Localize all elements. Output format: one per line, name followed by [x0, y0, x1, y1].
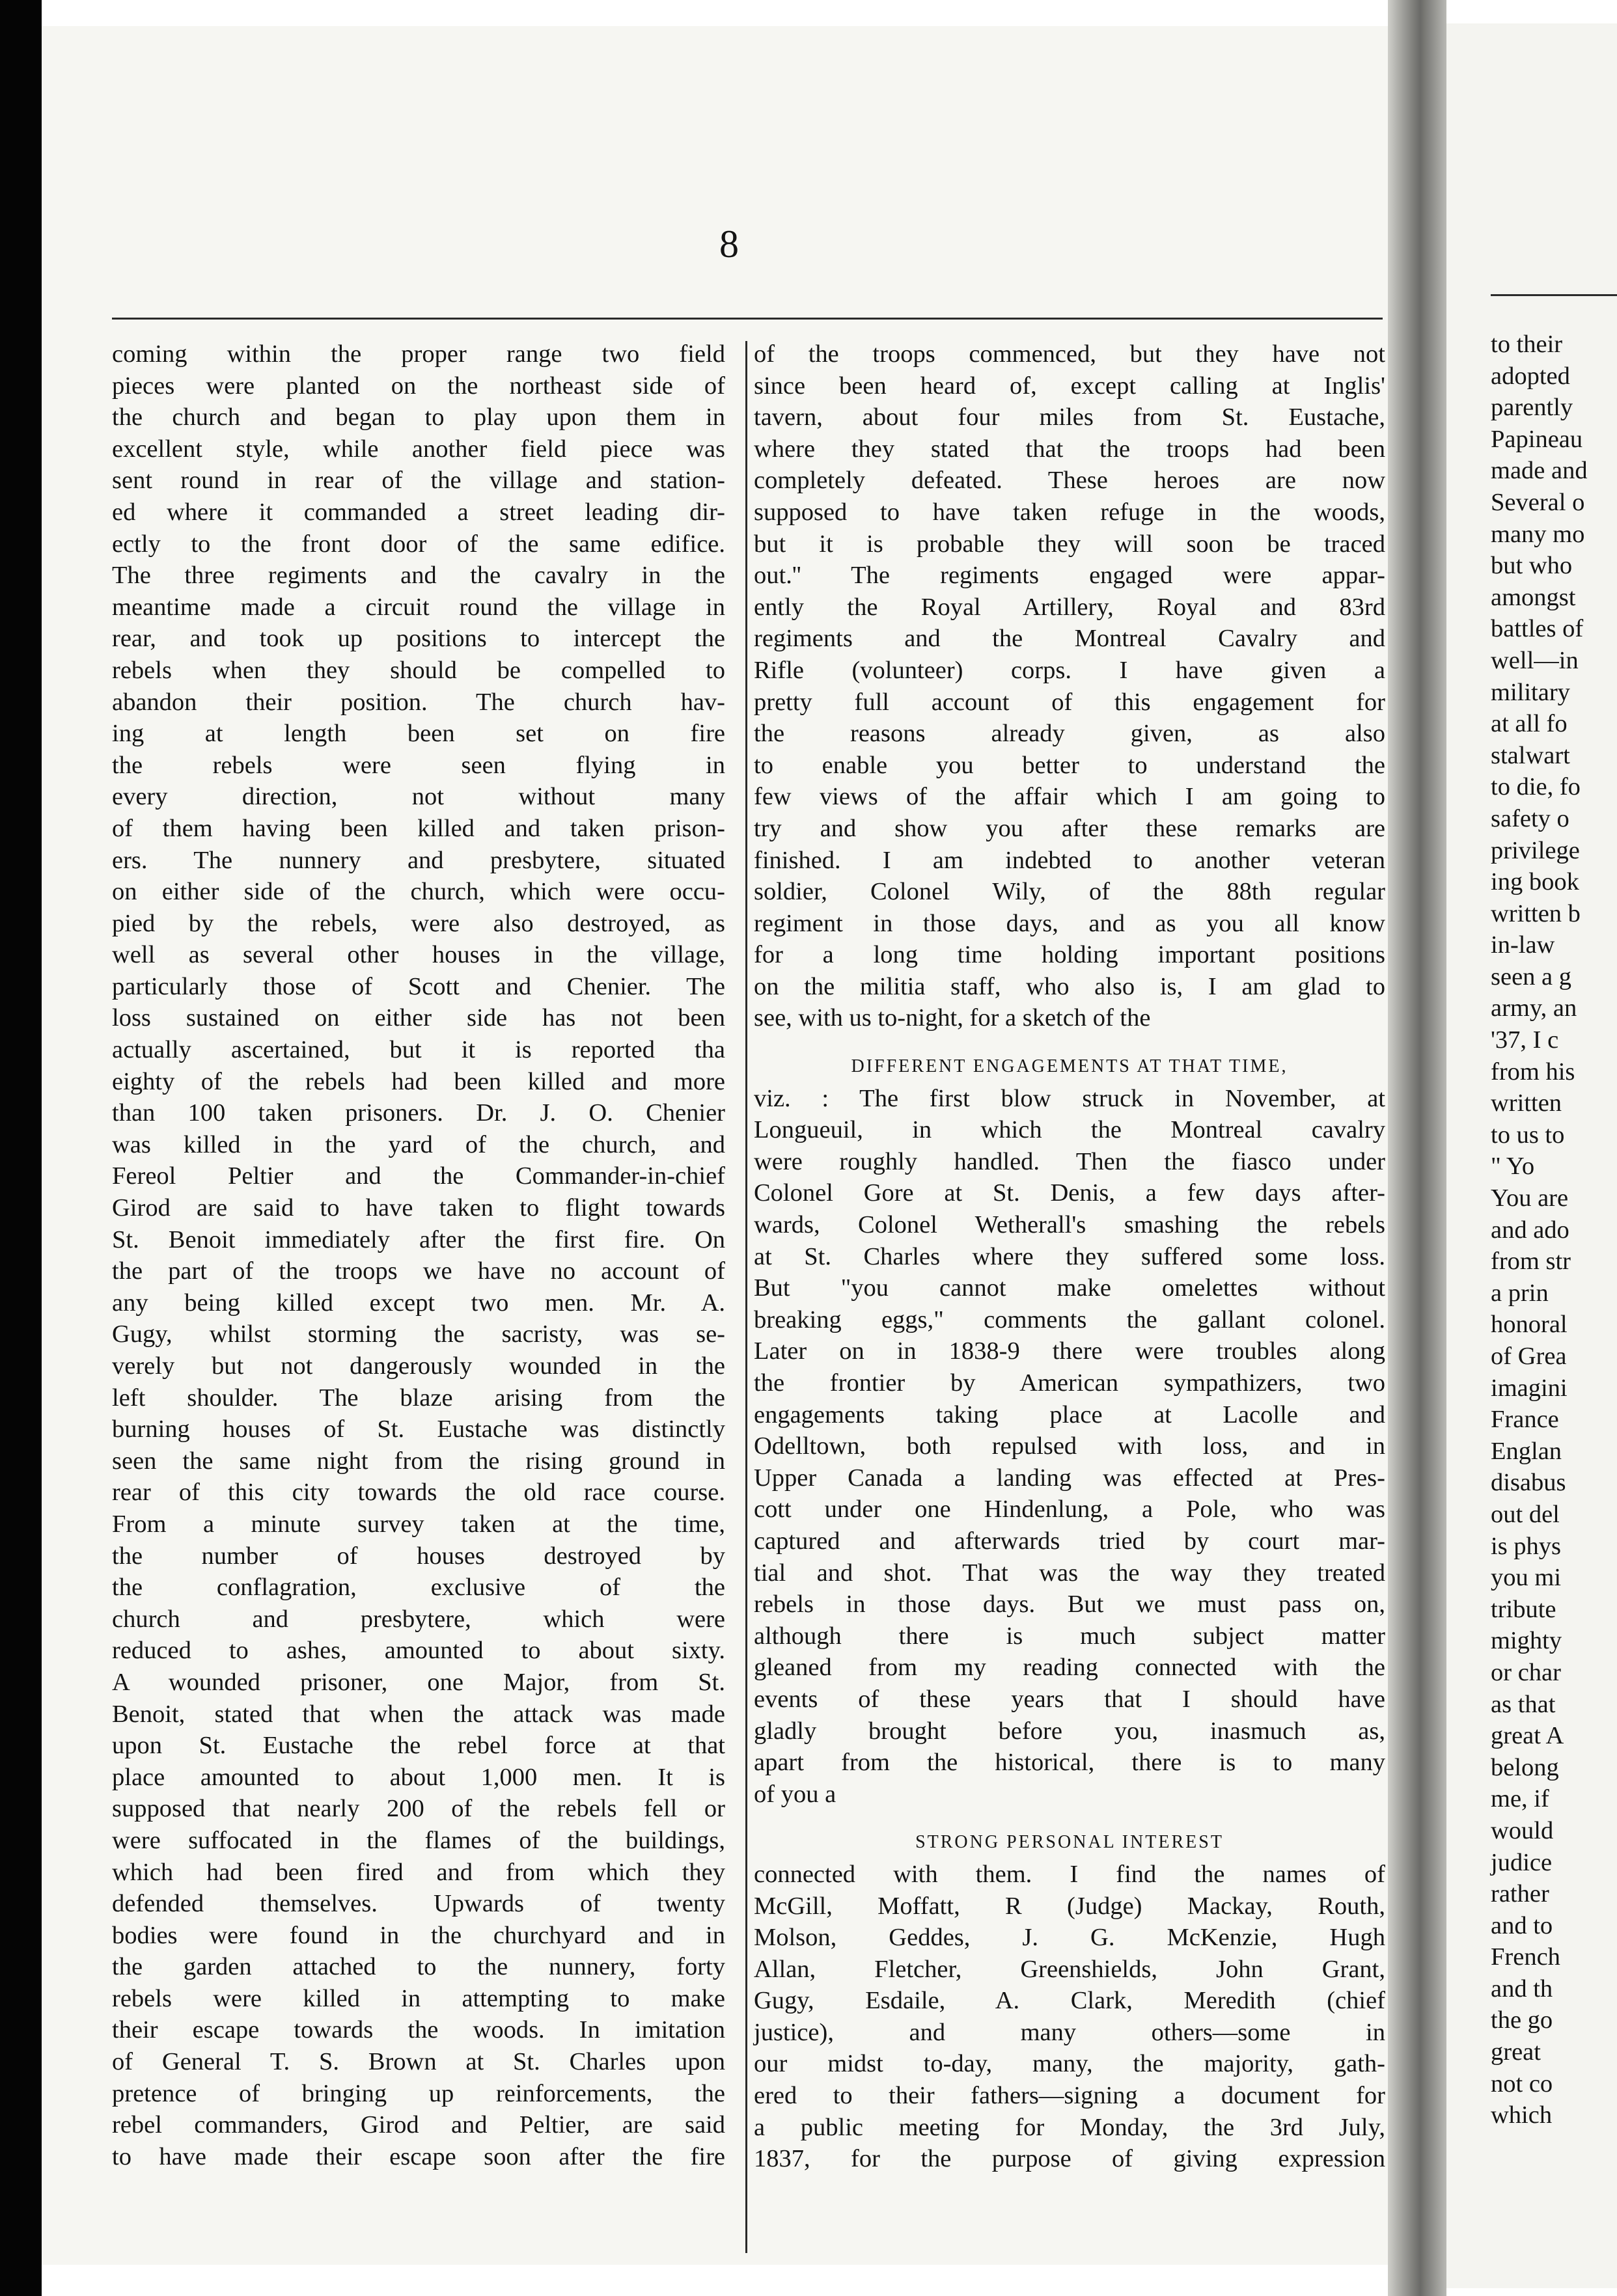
text-line: the conflagration, exclusive of the [112, 1574, 725, 1602]
text-line: justice), and many others—some in [754, 2018, 1385, 2046]
text-line: to have made their escape soon after the fire [112, 2142, 725, 2170]
text-line: the number of houses destroyed by [112, 1542, 725, 1570]
text-line: loss sustained on either side has not been [112, 1004, 725, 1032]
section-heading: STRONG PERSONAL INTEREST [915, 1832, 1224, 1853]
text-line: soldier, Colonel Wily, of the 88th regular [754, 878, 1385, 906]
text-line: regiments and the Montreal Cavalry and [754, 625, 1385, 653]
text-line: were suffocated in the flames of the buildings, [112, 1826, 725, 1854]
text-line: out del [1491, 1500, 1560, 1528]
text-line: Benoit, stated that when the attack was made [112, 1700, 725, 1728]
text-line: Upper Canada a landing was effected at Pres- [754, 1464, 1385, 1492]
text-line: Girod are said to have taken to flight towards [112, 1194, 725, 1222]
text-line: " Yo [1491, 1153, 1535, 1181]
text-line: and th [1491, 1975, 1553, 2002]
text-line: in-law [1491, 931, 1555, 959]
text-line: Rifle (volunteer) corps. I have given a [754, 656, 1385, 684]
text-line: mighty [1491, 1627, 1562, 1655]
text-line: was killed in the yard of the church, and [112, 1130, 725, 1158]
text-line: and ado [1491, 1216, 1569, 1244]
text-line: of the troops commenced, but they have not [754, 340, 1385, 368]
text-line: seen the same night from the rising ground in [112, 1447, 725, 1475]
text-line: and to [1491, 1911, 1553, 1939]
text-line: to enable you better to understand the [754, 751, 1385, 779]
text-line: at St. Charles where they suffered some loss. [754, 1242, 1385, 1270]
text-line: the go [1491, 2006, 1553, 2034]
text-line: not co [1491, 2070, 1553, 2098]
text-line: eighty of the rebels had been killed and more [112, 1067, 725, 1095]
page-number: 8 [719, 223, 739, 266]
text-line: well as several other houses in the village, [112, 941, 725, 969]
text-line: privilege [1491, 836, 1580, 864]
text-line: were roughly handled. Then the fiasco under [754, 1147, 1385, 1175]
header-rule [112, 318, 1383, 320]
text-line: although there is much subject matter [754, 1622, 1385, 1650]
text-line: out.'' The regiments engaged were appar- [754, 562, 1385, 590]
text-line: pieces were planted on the northeast side of [112, 372, 725, 400]
text-line: ed where it commanded a street leading dir- [112, 498, 725, 526]
page-gutter-fold [1388, 0, 1446, 2296]
text-line: gladly brought before you, inasmuch as, [754, 1717, 1385, 1745]
text-line: their escape towards the woods. In imitation [112, 2016, 725, 2044]
text-line: wards, Colonel Wetherall's smashing the rebels [754, 1211, 1385, 1239]
text-line: ectly to the front door of the same edifice. [112, 530, 725, 558]
text-line: adopted [1491, 362, 1570, 390]
text-line: left shoulder. The blaze arising from the [112, 1384, 725, 1412]
text-line: great A [1491, 1722, 1564, 1750]
text-line: upon St. Eustache the rebel force at that [112, 1732, 725, 1760]
text-line: the reasons already given, as also [754, 720, 1385, 748]
text-line: pretence of bringing up reinforcements, the [112, 2079, 725, 2107]
text-line: our midst to-day, many, the majority, gath- [754, 2050, 1385, 2078]
text-line: at all fo [1491, 710, 1568, 738]
text-line: for a long time holding important positions [754, 941, 1385, 969]
text-line: try and show you after these remarks are [754, 814, 1385, 842]
text-line: apart from the historical, there is to many [754, 1749, 1385, 1777]
text-line: place amounted to about 1,000 men. It is [112, 1763, 725, 1791]
text-line: abandon their position. The church hav- [112, 688, 725, 716]
text-line: rebels in those days. But we must pass on, [754, 1591, 1385, 1619]
text-line: rather [1491, 1880, 1549, 1908]
text-line: rear, and took up positions to intercept the [112, 625, 725, 653]
text-line: You are [1491, 1184, 1569, 1212]
text-line: which [1491, 2101, 1553, 2129]
text-line: army, an [1491, 994, 1577, 1022]
text-line: written b [1491, 899, 1581, 927]
text-line: to us to [1491, 1121, 1565, 1149]
text-line: Englan [1491, 1437, 1562, 1465]
text-line: completely defeated. These heroes are now [754, 467, 1385, 495]
text-line: written [1491, 1089, 1562, 1117]
text-line: ing book [1491, 868, 1579, 896]
text-line: any being killed except two men. Mr. A. [112, 1289, 725, 1317]
text-line: Papineau [1491, 425, 1583, 453]
text-line: the frontier by American sympathizers, two [754, 1369, 1385, 1397]
text-line: sent round in rear of the village and station- [112, 467, 725, 495]
text-line: since been heard of, except calling at Inglis' [754, 372, 1385, 400]
text-line: every direction, not without many [112, 783, 725, 811]
right-page-column [1491, 329, 1588, 2131]
text-line: pied by the rebels, were also destroyed, as [112, 909, 725, 937]
text-line: The three regiments and the cavalry in the [112, 562, 725, 590]
text-line: ently the Royal Artillery, Royal and 83rd [754, 593, 1385, 621]
text-line: stalwart [1491, 741, 1570, 769]
text-line: events of these years that I should have [754, 1685, 1385, 1713]
text-line: But "you cannot make omelettes without [754, 1274, 1385, 1302]
text-line: church and presbytere, which were [112, 1605, 725, 1633]
column-divider [745, 341, 747, 2253]
text-line: of General T. S. Brown at St. Charles upon [112, 2048, 725, 2076]
text-line: on either side of the church, which were occu- [112, 878, 725, 906]
spacer [754, 1034, 1385, 1051]
text-line: coming within the proper range two field [112, 340, 725, 368]
text-line: safety o [1491, 804, 1569, 832]
text-line: of them having been killed and taken prison- [112, 814, 725, 842]
text-line: made and [1491, 457, 1588, 485]
text-line: rebels were killed in attempting to make [112, 1984, 725, 2012]
text-line: Fereol Peltier and the Commander-in-chief [112, 1162, 725, 1190]
text-line: finished. I am indebted to another veteran [754, 846, 1385, 874]
text-line: France [1491, 1406, 1559, 1434]
text-line: Later on in 1838-9 there were troubles along [754, 1337, 1385, 1365]
text-line: tribute [1491, 1595, 1556, 1623]
text-line: a prin [1491, 1279, 1549, 1307]
text-line: rebels when they should be compelled to [112, 656, 725, 684]
text-line: Several o [1491, 488, 1585, 516]
text-line: many mo [1491, 520, 1585, 548]
text-line: supposed to have taken refuge in the woods, [754, 498, 1385, 526]
text-line: honoral [1491, 1311, 1568, 1339]
text-line: me, if [1491, 1785, 1549, 1813]
text-line: battles of [1491, 615, 1584, 643]
text-line: meantime made a circuit round the village in [112, 593, 725, 621]
text-line: belong [1491, 1753, 1559, 1781]
text-line: 1837, for the purpose of giving expression [754, 2145, 1385, 2173]
text-line: would [1491, 1816, 1554, 1844]
text-line: defended themselves. Upwards of twenty [112, 1890, 725, 1918]
text-line: but it is probable they will soon be traced [754, 530, 1385, 558]
text-line: Gugy, whilst storming the sacristy, was se- [112, 1320, 725, 1348]
text-line: cott under one Hindenlung, a Pole, who was [754, 1496, 1385, 1524]
text-line: but who [1491, 552, 1573, 580]
text-line: A wounded prisoner, one Major, from St. [112, 1668, 725, 1696]
text-line: as that [1491, 1690, 1556, 1718]
text-line: military [1491, 678, 1570, 706]
text-line: see, with us to-night, for a sketch of the [754, 1004, 1151, 1032]
text-line: Longueuil, in which the Montreal cavalry [754, 1116, 1385, 1144]
text-line: where they stated that the troops had been [754, 435, 1385, 463]
text-line: ing at length been set on fire [112, 720, 725, 748]
text-line: of Grea [1491, 1343, 1567, 1370]
text-line: gleaned from my reading connected with the [754, 1654, 1385, 1682]
text-line: actually ascertained, but it is reported tha [112, 1036, 725, 1064]
text-line: tial and shot. That was the way they treated [754, 1559, 1385, 1587]
text-line: reduced to ashes, amounted to about sixty. [112, 1637, 725, 1665]
text-line: verely but not dangerously wounded in the [112, 1352, 725, 1380]
spacer [754, 1810, 1385, 1827]
text-line: few views of the affair which I am going to [754, 783, 1385, 811]
scan-border-left [0, 0, 42, 2296]
text-line: which had been fired and from which they [112, 1858, 725, 1886]
text-line: St. Benoit immediately after the first fire. On [112, 1225, 725, 1253]
text-line: the rebels were seen flying in [112, 751, 725, 779]
text-line: amongst [1491, 583, 1576, 611]
middle-column [754, 338, 1385, 2175]
text-line: to their [1491, 331, 1563, 358]
text-line: or char [1491, 1658, 1561, 1686]
text-line: Odelltown, both repulsed with loss, and in [754, 1432, 1385, 1460]
text-line: to die, fo [1491, 773, 1581, 801]
text-line: than 100 taken prisoners. Dr. J. O. Chenier [112, 1099, 725, 1127]
text-line: judice [1491, 1848, 1553, 1876]
text-line: '37, I c [1491, 1026, 1559, 1054]
text-line: rebel commanders, Girod and Peltier, are said [112, 2111, 725, 2139]
text-line: Colonel Gore at St. Denis, a few days after- [754, 1179, 1385, 1207]
text-line: a public meeting for Monday, the 3rd July, [754, 2113, 1385, 2141]
text-line: particularly those of Scott and Chenier. The [112, 972, 725, 1000]
text-line: ered to their fathers—signing a document for [754, 2082, 1385, 2110]
text-line: you mi [1491, 1564, 1562, 1592]
text-line: disabus [1491, 1469, 1566, 1497]
text-line: of you a [754, 1780, 836, 1808]
left-column [112, 338, 725, 2172]
text-line: great [1491, 2038, 1541, 2066]
text-line: French [1491, 1943, 1560, 1971]
text-line: well—in [1491, 646, 1579, 674]
section-heading: DIFFERENT ENGAGEMENTS AT THAT TIME, [851, 1056, 1288, 1077]
text-line: from his [1491, 1058, 1575, 1086]
text-line: the church and began to play upon them in [112, 403, 725, 431]
text-line: Molson, Geddes, J. G. McKenzie, Hugh [754, 1924, 1385, 1952]
text-line: ers. The nunnery and presbytere, situated [112, 846, 725, 874]
text-line: imagini [1491, 1374, 1568, 1402]
text-line: rear of this city towards the old race course. [112, 1479, 725, 1507]
text-line: bodies were found in the churchyard and in [112, 1921, 725, 1949]
text-line: the garden attached to the nunnery, forty [112, 1953, 725, 1981]
text-line: viz. : The first blow struck in November, at [754, 1084, 1385, 1112]
text-line: Allan, Fletcher, Greenshields, John Grant, [754, 1955, 1385, 1983]
text-line: engagements taking place at Lacolle and [754, 1401, 1385, 1428]
text-line: seen a g [1491, 963, 1571, 991]
text-line: captured and afterwards tried by court mar- [754, 1527, 1385, 1555]
text-line: tavern, about four miles from St. Eustache, [754, 403, 1385, 431]
text-line: supposed that nearly 200 of the rebels fell or [112, 1795, 725, 1823]
right-page-header-rule [1491, 294, 1617, 296]
text-line: burning houses of St. Eustache was distinctly [112, 1415, 725, 1443]
text-line: from str [1491, 1248, 1571, 1276]
text-line: is phys [1491, 1532, 1562, 1560]
text-line: breaking eggs," comments the gallant colonel. [754, 1305, 1385, 1333]
text-line: Gugy, Esdaile, A. Clark, Meredith (chief [754, 1987, 1385, 2015]
text-line: McGill, Moffatt, R (Judge) Mackay, Routh, [754, 1892, 1385, 1920]
text-line: the part of the troops we have no account of [112, 1257, 725, 1285]
text-line: parently [1491, 394, 1573, 422]
text-line: pretty full account of this engagement for [754, 688, 1385, 716]
text-line: From a minute survey taken at the time, [112, 1510, 725, 1538]
text-line: on the militia staff, who also is, I am glad to [754, 972, 1385, 1000]
text-line: connected with them. I find the names of [754, 1860, 1385, 1888]
text-line: regiment in those days, and as you all know [754, 909, 1385, 937]
text-line: excellent style, while another field piece was [112, 435, 725, 463]
